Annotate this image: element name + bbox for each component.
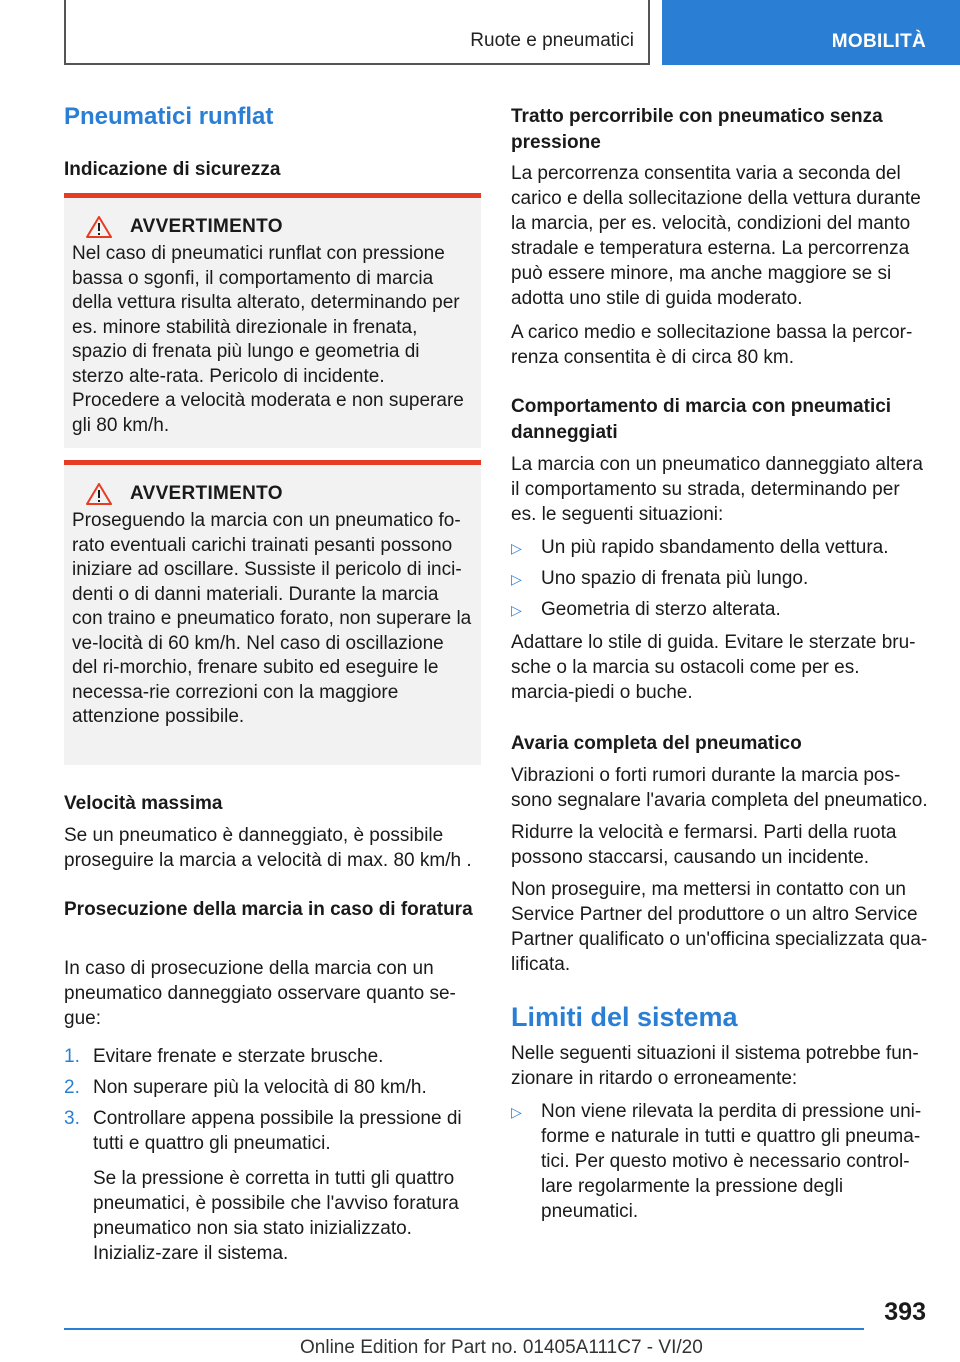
bullet-triangle-icon: ▷ — [511, 571, 522, 587]
bullet-text: Non viene rilevata la perdita di pressione uni-forme e naturale in tutti e quattro gli pneuma-tici. Per questo motivo è necessario control-lare regolarmente la pressione degli pneumatici. — [541, 1101, 922, 1222]
header-divider-right — [648, 0, 650, 65]
limits-text: Nelle seguenti situazioni il sistema potrebbe fun-zionare in ritardo o erroneamente: — [511, 1043, 919, 1089]
limits-bullet-list — [511, 1099, 928, 1224]
warning-triangle-icon — [86, 216, 112, 238]
bullet-triangle-icon: ▷ — [511, 540, 522, 556]
range-text-1: La percorrenza consentita varia a seconda del carico e della sollecitazione della vettura durante la marcia, per es. velocità, condizioni del manto stradale e temperatura esterna. La percorrenza può essere minore, ma anche maggiore se si adotta uno stile di guida moderato. — [511, 163, 921, 309]
bullet-text: Geometria di sterzo alterata. — [541, 599, 781, 620]
page-header — [0, 0, 960, 66]
list-item — [64, 1044, 481, 1069]
failure-heading: Avaria completa del pneumatico — [511, 733, 802, 754]
list-item — [64, 1075, 481, 1100]
step-text: Non superare più la velocità di 80 km/h. — [93, 1077, 427, 1098]
safety-heading: Indicazione di sicurezza — [64, 159, 281, 180]
range-text-2: A carico medio e sollecitazione bassa la percor-renza consentita è di circa 80 km. — [511, 322, 913, 368]
warning-box-2 — [64, 460, 481, 765]
step-number: 3. — [64, 1108, 80, 1129]
warning-text: Proseguendo la marcia con un pneumatico fo-rato eventuali carichi trainati pesanti possono iniziare ad oscillare. Sussiste il pericolo di inci-denti o di danni materiali. Durante la marcia con traino e pneumatico forato, non superare la ve-locità di 60 km/h. Nel caso di oscillazione del ri-morchio, frenare subito ed eseguire le necessa-rie correzioni con la maggiore attenzione possibile. — [72, 510, 472, 727]
failure-text-3: Non proseguire, ma mettersi in contatto con un Service Partner del produttore o un altro Service Partner qualificato o un'officina specializzata qua-lificata. — [511, 879, 928, 975]
puncture-text: In caso di prosecuzione della marcia con un pneumatico danneggiato osservare quanto se-gue: — [64, 958, 456, 1029]
page-title: Pneumatici runflat — [64, 103, 274, 130]
max-speed-text: Se un pneumatico è danneggiato, è possibile proseguire la marcia a velocità di max. 80 km/h . — [64, 825, 472, 871]
range-heading: Tratto percorribile con pneumatico senza pressione — [511, 106, 883, 153]
warning-text: Nel caso di pneumatici runflat con pressione bassa o sgonfi, il comportamento di marcia della vettura risulta alterato, determinando per es. minore stabilità direzionale in frenata, spazio di frenata più lungo e geometria di sterzo alte-rata. Pericolo di incidente. Procedere a velocità moderata e non superare gli 80 km/h. — [72, 243, 464, 436]
failure-text-1: Vibrazioni o forti rumori durante la marcia pos-sono segnalare l'avaria completa del pneumatico. — [511, 765, 928, 811]
bullet-triangle-icon: ▷ — [511, 1104, 522, 1120]
max-speed-heading: Velocità massima — [64, 793, 223, 814]
warning-label: AVVERTIMENTO — [130, 216, 283, 237]
limits-title: Limiti del sistema — [511, 1002, 738, 1032]
failure-text-2: Ridurre la velocità e fermarsi. Parti della ruota possono staccarsi, causando un incidente. — [511, 822, 897, 868]
behavior-text-2: Adattare lo stile di guida. Evitare le sterzate bru-sche o la marcia su ostacoli come per es. marcia-piedi o buche. — [511, 632, 916, 703]
step-text: Controllare appena possibile la pressione di tutti e quattro gli pneumatici. — [93, 1108, 462, 1154]
section-tab: MOBILITÀ — [662, 0, 960, 65]
step-number: 2. — [64, 1077, 80, 1098]
list-item — [511, 597, 928, 622]
edition-footer: Online Edition for Part no. 01405A111C7 - VI/20 — [300, 1337, 703, 1358]
list-item — [511, 566, 928, 591]
warning-box-1 — [64, 193, 481, 448]
step-text: Evitare frenate e sterzate brusche. — [93, 1046, 384, 1067]
bullet-triangle-icon: ▷ — [511, 602, 522, 618]
behavior-text: La marcia con un pneumatico danneggiato altera il comportamento su strada, determinando per es. le seguenti situazioni: — [511, 454, 923, 525]
chapter-title: Ruote e pneumatici — [470, 30, 634, 51]
list-item — [511, 1099, 928, 1224]
puncture-heading: Prosecuzione della marcia in caso di foratura — [64, 899, 473, 920]
step3-note: Se la pressione è corretta in tutti gli quattro pneumatici, è possibile che l'avviso foratura pneumatico non sia stato inizializzato. Inizializ-zare il sistema. — [93, 1168, 459, 1264]
bullet-text: Uno spazio di frenata più lungo. — [541, 568, 809, 589]
steps-list — [64, 1044, 481, 1156]
warning-label: AVVERTIMENTO — [130, 483, 283, 504]
bullet-text: Un più rapido sbandamento della vettura. — [541, 537, 889, 558]
header-underline — [64, 63, 650, 65]
behavior-heading: Comportamento di marcia con pneumatici danneggiati — [511, 396, 892, 443]
warning-triangle-icon — [86, 483, 112, 505]
step-number: 1. — [64, 1046, 80, 1067]
list-item — [511, 535, 928, 560]
footer-divider — [64, 1328, 864, 1330]
page-number: 393 — [884, 1298, 926, 1326]
behavior-bullet-list — [511, 535, 928, 622]
list-item — [64, 1106, 481, 1156]
